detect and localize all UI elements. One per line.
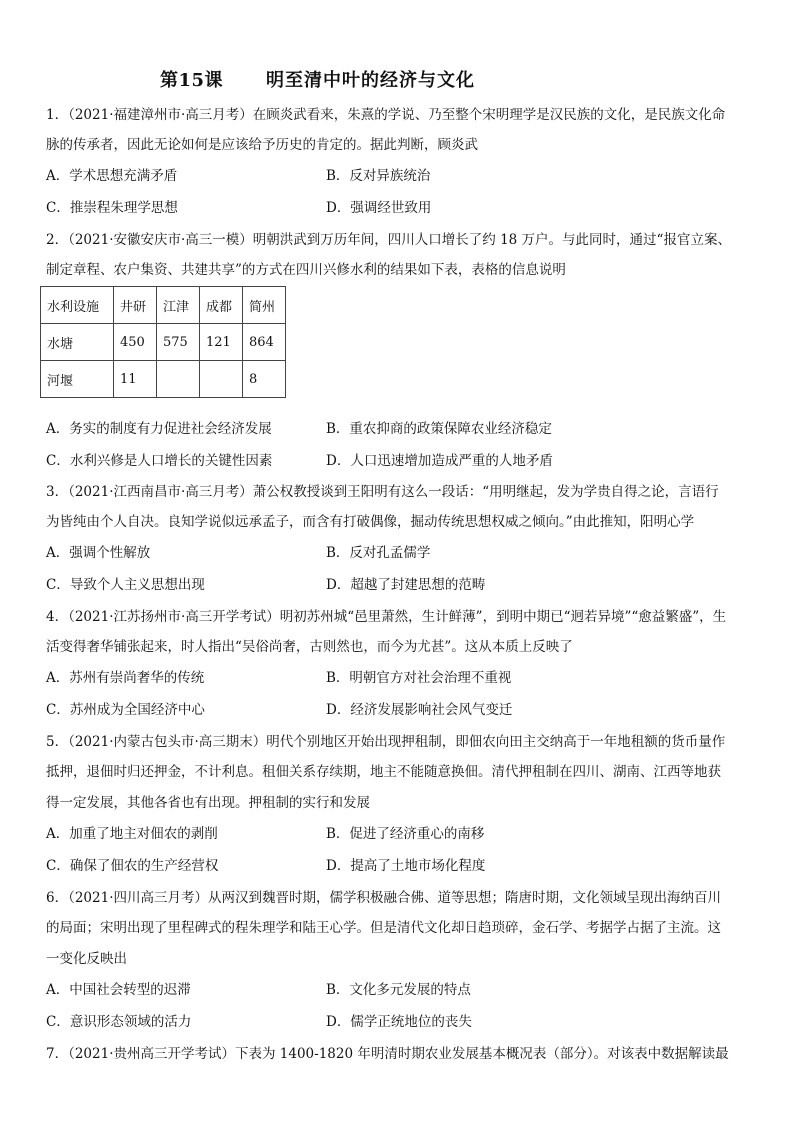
question-4-line-2: 活变得奢华铺张起来，时人指出“吴俗尚奢，古则然也，而今为尤甚”。这从本质上反映了 [46,639,573,655]
question-7-line-1: 7．（2021·贵州高三开学考试）下表为 1400-1820 年明清时期农业发展基本概况表（部分）。对该表中数据解读最 [46,1046,729,1062]
question-6-line-2: 的局面；宋明出现了里程碑式的程朱理学和陆王心学。但是清代文化却日趋琐碎，金石学、考据学占据了主流。这 [46,920,721,936]
question-5-option-c[interactable]: C．确保了佃农的生产经营权 [46,858,219,874]
question-1-option-a[interactable]: A．学术思想充满矛盾 [46,168,178,184]
table-header-cell: 水利设施 [41,287,114,324]
question-5-option-b[interactable]: B．促进了经济重心的南移 [326,826,485,842]
table-header-cell: 井研 [114,287,157,324]
question-5-line-1: 5．（2021·内蒙古包头市·高三期末）明代个别地区开始出现押租制，即佃农向田主交纳高于一年地租额的货币量作 [46,734,726,750]
table-cell: 450 [114,324,157,361]
question-5-line-3: 得一定发展，其他各省也有出现。押租制的实行和发展 [46,795,370,811]
lesson-name: 明至清中叶的经济与文化 [266,70,475,91]
question-6-line-1: 6．（2021·四川高三月考）从两汉到魏晋时期，儒学积极融合佛、道等思想；隋唐时期，文化领域呈现出海纳百川 [46,890,721,906]
question-3-line-1: 3．（2021·江西南昌市·高三月考）萧公权教授谈到王阳明有这么一段话：“用明继起，发为学贵自得之论，言语行 [46,484,719,500]
table-cell: 864 [243,324,286,361]
question-2-option-d[interactable]: D．人口迅速增加造成严重的人地矛盾 [326,453,553,469]
question-2-option-a[interactable]: A．务实的制度有力促进社会经济发展 [46,421,272,437]
question-2-option-b[interactable]: B．重农抑商的政策保障农业经济稳定 [326,421,552,437]
question-6-line-3: 一变化反映出 [46,951,127,967]
question-6-option-c[interactable]: C．意识形态领域的活力 [46,1014,192,1030]
table-row [41,324,286,361]
table-cell: 575 [157,324,200,361]
question-1-line-2: 脉的传承者，因此无论如何是应该给予历史的肯定的。据此判断，顾炎武 [46,137,478,153]
table-cell: 8 [243,361,286,398]
question-3-option-c[interactable]: C．导致个人主义思想出现 [46,577,205,593]
table-header-row [41,287,286,324]
question-5-option-a[interactable]: A．加重了地主对佃农的剥削 [46,826,218,842]
question-1-option-c[interactable]: C．推崇程朱理学思想 [46,200,178,216]
table-header-cell: 成都 [200,287,243,324]
question-3-option-b[interactable]: B．反对孔孟儒学 [326,545,431,561]
table-header-cell: 简州 [243,287,286,324]
question-4-option-c[interactable]: C．苏州成为全国经济中心 [46,702,205,718]
lesson-number: 第15课 [160,70,224,91]
table-cell: 河堰 [41,361,114,398]
question-4-option-b[interactable]: B．明朝官方对社会治理不重视 [326,670,512,686]
table-cell: 121 [200,324,243,361]
question-3-line-2: 为皆纯由个人自决。良知学说似远承孟子，而含有打破偶像，掘动传统思想权威之倾向。”由此推知，阳明心学 [46,514,695,530]
question-6-option-b[interactable]: B．文化多元发展的特点 [326,982,471,998]
question-4-option-a[interactable]: A．苏州有崇尚奢华的传统 [46,670,205,686]
question-3-option-d[interactable]: D．超越了封建思想的范畴 [326,577,486,593]
table-row [41,361,286,398]
table-cell [157,361,200,398]
table-header-cell: 江津 [157,287,200,324]
question-2-line-1: 2．（2021·安徽安庆市·高三一模）明朝洪武到万历年间，四川人口增长了约 18 万户。与此同时，通过“报官立案、 [46,232,731,248]
question-6-option-d[interactable]: D．儒学正统地位的丧失 [326,1014,472,1030]
question-1-option-b[interactable]: B．反对异族统治 [326,168,431,184]
question-4-option-d[interactable]: D．经济发展影响社会风气变迁 [326,702,513,718]
question-4-line-1: 4．（2021·江苏扬州市·高三开学考试）明初苏州城“邑里萧然，生计鲜薄”，到明中期已“迥若异境”“愈益繁盛”，生 [46,609,727,625]
question-5-option-d[interactable]: D．提高了土地市场化程度 [326,858,486,874]
question-6-option-a[interactable]: A．中国社会转型的迟滞 [46,982,191,998]
question-3-option-a[interactable]: A．强调个性解放 [46,545,151,561]
table-cell: 11 [114,361,157,398]
lesson-title [0,66,794,92]
table-cell: 水塘 [41,324,114,361]
question-2-option-c[interactable]: C．水利兴修是人口增长的关键性因素 [46,453,273,469]
irrigation-table [40,286,286,398]
table-cell [200,361,243,398]
question-2-line-2: 制定章程、农户集资、共建共享”的方式在四川兴修水利的结果如下表，表格的信息说明 [46,262,566,278]
question-5-line-2: 抵押，退佃时归还押金，不计利息。租佃关系存续期，地主不能随意换佃。清代押租制在四川、湖南、江西等地获 [46,764,721,780]
question-1-line-1: 1．（2021·福建漳州市·高三月考）在顾炎武看来，朱熹的学说、乃至整个宋明理学是汉民族的文化，是民族文化命 [46,107,726,123]
question-1-option-d[interactable]: D．强调经世致用 [326,200,432,216]
